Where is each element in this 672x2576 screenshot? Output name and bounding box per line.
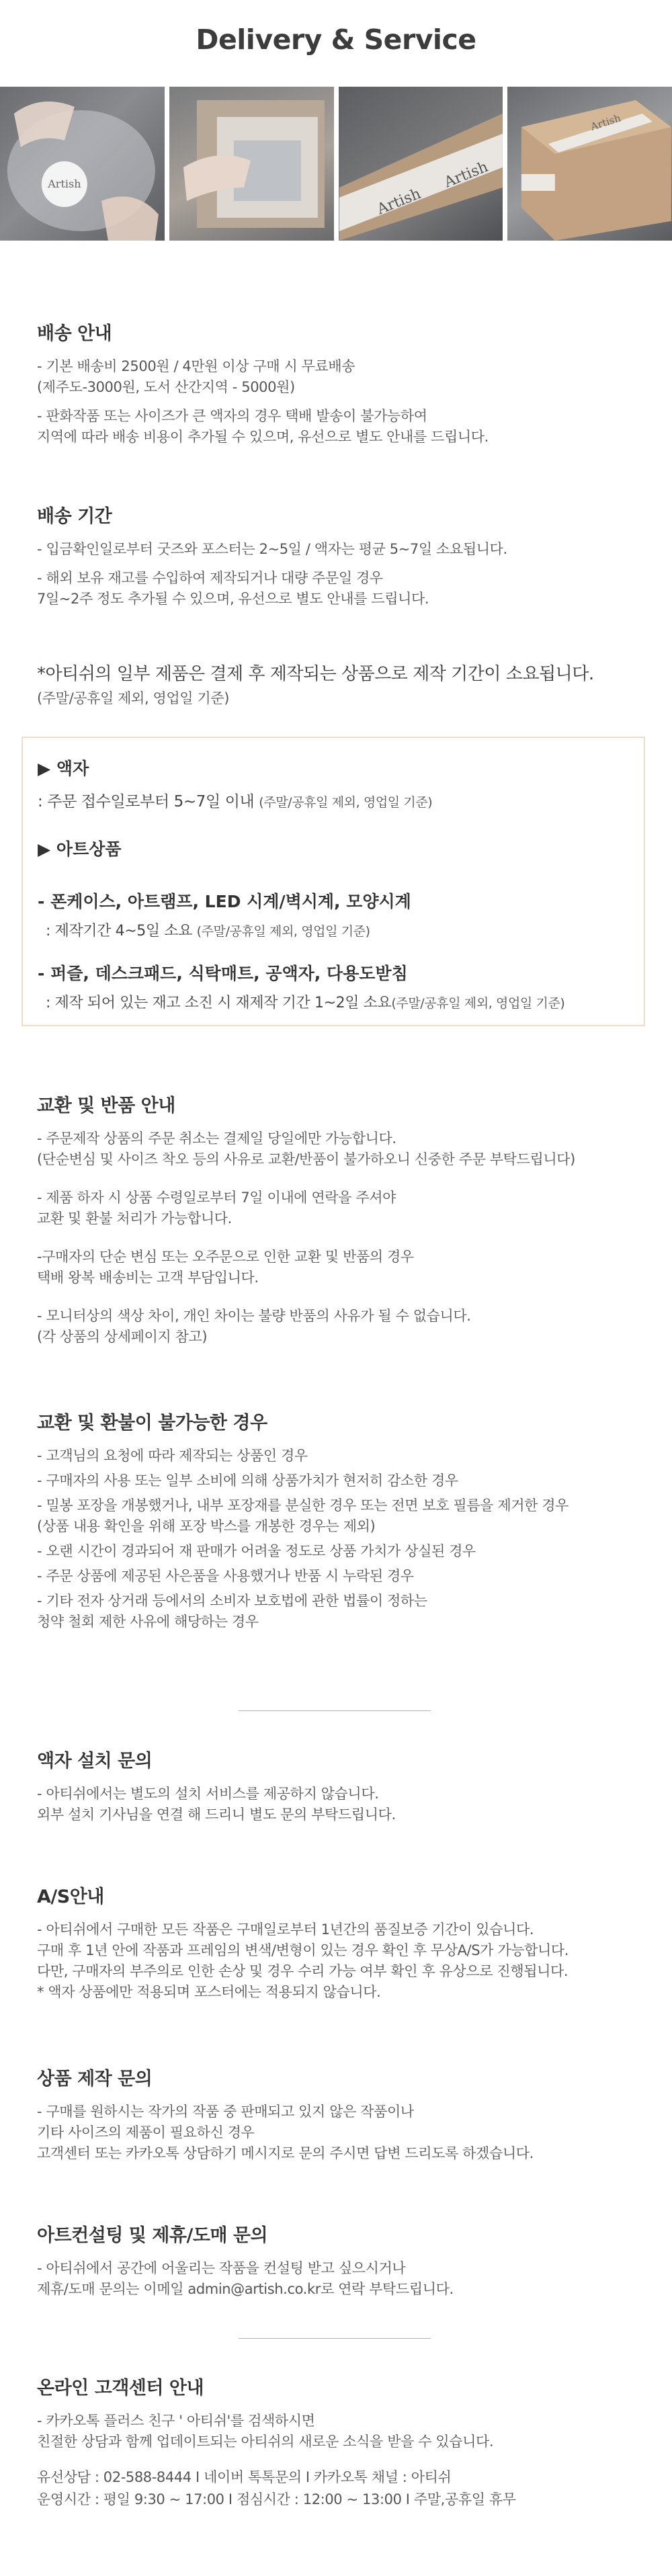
section-heading: 상품 제작 문의 [37,2069,153,2089]
photo-opened-box [169,87,334,241]
list-item: - 구매를 원하시는 작가의 작품 중 판매되고 있지 않은 작품이나 기타 사이즈의 제품이 필요하신 경우 고객센터 또는 카카오톡 상담하기 메시지로 문의 주시면 답변 드리도록 하겠습니다. [37,2104,534,2161]
list-item: - 판화작품 또는 사이즈가 큰 액자의 경우 택배 발송이 불가능하여 지역에 따라 배송 비용이 추가될 수 있으며, 유선으로 별도 안내를 드립니다. [37,408,489,445]
svg-text:Artish: Artish [442,159,491,192]
art1-text [38,919,564,940]
list-item: - 해외 보유 재고를 수입하여 제작되거나 대량 주문일 경우 7일~2주 정도 추가될 수 있으며, 유선으로 별도 안내를 드립니다. [37,570,429,607]
frame-period-note: (주말/공휴일 제외, 영업일 기준) [259,795,433,810]
section-production [37,2064,642,2172]
section-heading: 온라인 고객센터 안내 [37,2378,204,2399]
section-heading: 교환 및 반품 안내 [37,1095,175,1116]
list-item: - 아티쉬에서 구매한 모든 작품은 구매일로부터 1년간의 품질보증 기간이 있습니다. 구매 후 1년 안에 작품과 프레임의 변색/변형이 있는 경우 확인 후 무상A/S가 가능합니다. 다만, 구매자의 부주의로 인한 손상 및 경우 수리 가능 여부 확인 후 유상으로 진행됩니다. * 액자 상품에만 적용되며 포스터에는 적용되지 않습니다. [37,1921,569,2000]
section-consulting [37,2220,642,2308]
section-heading: 교환 및 환불이 불가능한 경우 [37,1413,267,1434]
production-notice [37,661,642,708]
notice-main: *아티쉬의 일부 제품은 결제 후 제작되는 상품으로 제작 기간이 소요됩니다. [37,664,594,684]
taped-box-illustration [339,87,503,241]
list-item: - 모니터상의 색상 차이, 개인 차이는 불량 반품의 사유가 될 수 없습니다. (각 상품의 상세페이지 참고) [37,1308,471,1345]
photo-bubble-wrap [0,87,165,241]
list-item: - 밀봉 포장을 개봉했거나, 내부 포장재를 분실한 경우 또는 전면 보호 필름을 제거한 경우 (상품 내용 확인을 위해 포장 박스를 개봉한 경우는 제외) [37,1497,569,1534]
list-item: - 카카오톡 플러스 친구 ' 아티쉬'를 검색하시면 친절한 상담과 함께 업데이트되는 아티쉬의 새로운 소식을 받을 수 있습니다. [37,2413,494,2450]
section-heading: 배송 안내 [37,323,112,344]
section-online [37,2373,642,2518]
list-item: - 구매자의 사용 또는 일부 소비에 의해 상품가치가 현저히 감소한 경우 [37,1472,458,1489]
photo-strip [0,87,672,241]
list-item: - 오랜 시간이 경과되어 재 판매가 어려울 정도로 상품 가치가 상실된 경우 [37,1543,476,1559]
art2-period: : 제작 되어 있는 재고 소진 시 재제작 기간 1~2일 소요 [46,995,392,1011]
list-item: - 입금확인일로부터 굿즈와 포스터는 2~5일 / 액자는 평균 5~7일 소요됩니다. [37,541,507,557]
list-item: - 주문 상품에 제공된 사은품을 사용했거나 반품 시 누락된 경우 [37,1568,414,1584]
art1-period-note: (주말/공휴일 제외, 영업일 기준) [196,924,370,939]
photo-taped-box [339,87,503,241]
section-install [37,1746,642,1833]
section-heading: 아트컨설팅 및 제휴/도매 문의 [37,2225,268,2246]
section-shipping [37,319,642,456]
section-exchange [37,1091,642,1356]
box-frame [38,755,432,811]
list-item: - 기본 배송비 2500원 / 4만원 이상 구매 시 무료배송 (제주도-3000원, 도서 산간지역 - 5000원) [37,358,355,395]
section-heading: 배송 기간 [37,506,112,527]
art2-period-note: (주말/공휴일 제외, 영업일 기준) [391,996,565,1011]
art-heading: ▶ 아트상품 [38,839,122,859]
opened-box-illustration [169,87,334,241]
contact-phone: 유선상담 : 02-588-8444 I 네이버 톡톡문의 I 카카오톡 채널 : 아티쉬 [37,2469,452,2485]
list-item: - 기타 전자 상거래 등에서의 소비자 보호법에 관한 법률이 정하는 청약 철회 제한 사유에 해당하는 경우 [37,1593,427,1630]
svg-text:Artish: Artish [374,185,423,218]
art1-period: : 제작기간 4~5일 소요 [46,923,192,940]
production-period-box [22,737,645,1026]
notice-sub: (주말/공휴일 제외, 영업일 기준) [37,690,229,706]
list-item: - 제품 하자 시 상품 수령일로부터 7일 이내에 연락을 주셔야 교환 및 환불 처리가 가능합니다. [37,1190,396,1227]
list-item: - 고객님의 요청에 따라 제작되는 상품인 경우 [37,1448,308,1464]
list-item: - 아티쉬에서 공간에 어울리는 작품을 컨설팅 받고 싶으시거나 제휴/도매 문의는 이메일 admin@artish.co.kr로 연락 부탁드립니다. [37,2260,454,2297]
frame-heading: ▶ 액자 [38,759,89,778]
section-no-exchange [37,1408,642,1636]
svg-text:Artish: Artish [48,177,81,190]
divider [239,2338,431,2339]
box-art [38,836,564,1012]
section-as [37,1882,642,2011]
bubble-wrap-illustration [0,87,165,241]
list-item: -구매자의 단순 변심 또는 오주문으로 인한 교환 및 반품의 경우 택배 왕복 배송비는 고객 부담입니다. [37,1249,414,1286]
contact-hours: 운영시간 : 평일 9:30 ~ 17:00 I 점심시간 : 12:00 ~ 13:00 I 주말,공휴일 휴무 [37,2491,516,2507]
list-item: - 주문제작 상품의 주문 취소는 결제일 당일에만 가능합니다. (단순변심 및 사이즈 착오 등의 사유로 교환/반품이 불가하오니 신중한 주문 부탁드립니다) [37,1130,575,1167]
divider [239,1710,431,1711]
art2-heading: - 퍼즐, 데스크패드, 식탁매트, 공액자, 다용도받침 [38,964,408,983]
list-item: - 아티쉬에서는 별도의 설치 서비스를 제공하지 않습니다. 외부 설치 기사님을 연결 해 드리니 별도 문의 부탁드립니다. [37,1786,396,1823]
section-heading: 액자 설치 문의 [37,1751,153,1772]
photo-closed-box [507,87,672,241]
art2-text [38,991,564,1012]
svg-text:Artish: Artish [589,112,623,133]
frame-period: : 주문 접수일로부터 5~7일 이내 [38,793,255,811]
frame-text [38,789,432,811]
section-period [37,501,642,618]
art1-heading: - 폰케이스, 아트램프, LED 시계/벽시계, 모양시계 [38,892,411,911]
closed-box-illustration [507,87,672,241]
page-title: Delivery & Service [196,24,476,56]
section-heading: A/S안내 [37,1886,104,1907]
